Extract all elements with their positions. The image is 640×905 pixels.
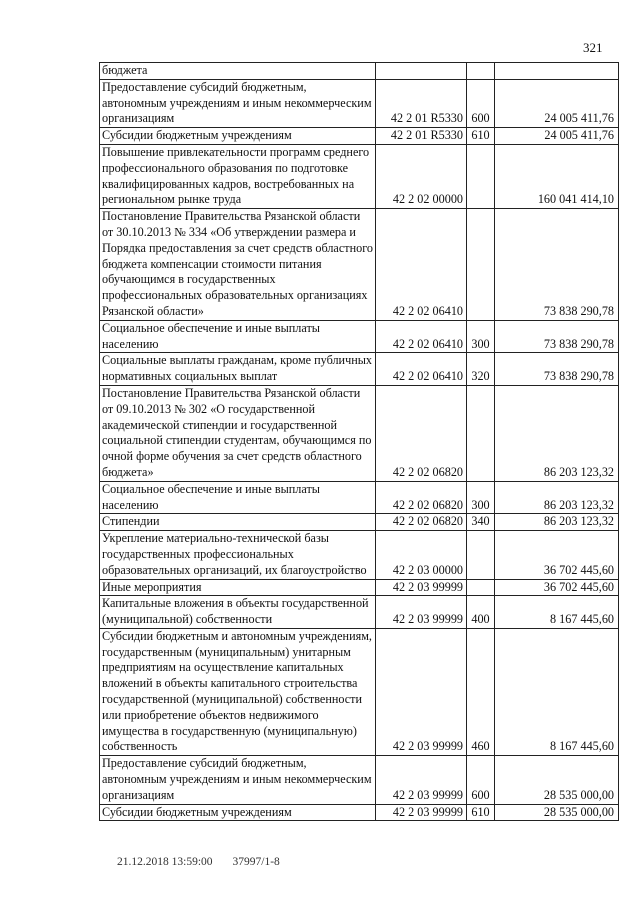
row-name: Субсидии бюджетным учреждениям	[100, 128, 376, 145]
footer-doc-id: 37997/1-8	[232, 856, 280, 868]
row-vr: 340	[467, 514, 495, 531]
row-name: Предоставление субсидий бюджетным, автономным учреждениям и иным некоммерческим организациям	[100, 756, 376, 804]
row-vr	[467, 144, 495, 208]
row-name: Социальное обеспечение и иные выплаты населению	[100, 481, 376, 514]
row-name: Социальные выплаты гражданам, кроме публичных нормативных социальных выплат	[100, 353, 376, 386]
row-vr: 610	[467, 128, 495, 145]
table-row	[100, 353, 619, 386]
row-vr: 400	[467, 596, 495, 629]
page-number: 321	[583, 40, 603, 55]
table-row	[100, 320, 619, 353]
row-name: Субсидии бюджетным и автономным учреждениям, государственным (муниципальным) унитарным предприятиям на осуществление капитальных вложений в объекты капитального строительства государственной (муниципальной) собственности или приобретение объектов недвижимого имущества в государственную (муниципальную) собственность	[100, 628, 376, 755]
row-csr: 42 2 03 99999	[376, 804, 467, 821]
row-amount: 73 838 290,78	[495, 353, 619, 386]
budget-table	[99, 62, 619, 821]
table-row	[100, 79, 619, 127]
row-csr: 42 2 02 06820	[376, 481, 467, 514]
row-amount: 8 167 445,60	[495, 596, 619, 629]
table-row	[100, 144, 619, 208]
row-vr: 610	[467, 804, 495, 821]
row-vr: 600	[467, 79, 495, 127]
row-csr: 42 2 01 R5330	[376, 128, 467, 145]
row-name: бюджета	[100, 63, 376, 80]
row-amount: 28 535 000,00	[495, 756, 619, 804]
table-row	[100, 209, 619, 321]
table-row	[100, 579, 619, 596]
table-row	[100, 128, 619, 145]
row-vr: 300	[467, 481, 495, 514]
row-amount: 160 041 414,10	[495, 144, 619, 208]
row-name: Стипендии	[100, 514, 376, 531]
row-name: Иные мероприятия	[100, 579, 376, 596]
row-name: Повышение привлекательности программ среднего профессионального образования по подготовке квалифицированных кадров, востребованных на региональном рынке труда	[100, 144, 376, 208]
row-csr: 42 2 03 99999	[376, 579, 467, 596]
row-amount: 8 167 445,60	[495, 628, 619, 755]
row-name: Постановление Правительства Рязанской области от 30.10.2013 № 334 «Об утверждении размера и Порядка предоставления за счет средств областного бюджета компенсации стоимости питания обучающимся в государственных профессиональных образовательных организациях Рязанской области»	[100, 209, 376, 321]
row-vr	[467, 579, 495, 596]
row-amount: 73 838 290,78	[495, 320, 619, 353]
row-name: Социальное обеспечение и иные выплаты населению	[100, 320, 376, 353]
row-name: Укрепление материально-технической базы государственных профессиональных образовательных организаций, их благоустройство	[100, 531, 376, 579]
row-name: Капитальные вложения в объекты государственной (муниципальной) собственности	[100, 596, 376, 629]
table-row	[100, 481, 619, 514]
row-vr	[467, 63, 495, 80]
table-row	[100, 385, 619, 481]
row-csr: 42 2 03 99999	[376, 596, 467, 629]
row-vr	[467, 385, 495, 481]
row-csr: 42 2 02 06820	[376, 385, 467, 481]
row-amount: 86 203 123,32	[495, 514, 619, 531]
row-csr: 42 2 03 99999	[376, 756, 467, 804]
footer-timestamp: 21.12.2018 13:59:00	[117, 856, 213, 868]
row-amount	[495, 63, 619, 80]
row-vr: 320	[467, 353, 495, 386]
row-csr: 42 2 02 00000	[376, 144, 467, 208]
row-name: Постановление Правительства Рязанской области от 09.10.2013 № 302 «О государственной академической стипендии и государственной социальной стипендии студентам, обучающимся по очной форме обучения за счет средств областного бюджета»	[100, 385, 376, 481]
row-amount: 73 838 290,78	[495, 209, 619, 321]
table-row	[100, 596, 619, 629]
table-row	[100, 514, 619, 531]
row-csr: 42 2 02 06410	[376, 209, 467, 321]
table-row	[100, 63, 619, 80]
table-row	[100, 756, 619, 804]
row-vr	[467, 209, 495, 321]
table-row	[100, 628, 619, 755]
row-csr: 42 2 03 99999	[376, 628, 467, 755]
row-csr: 42 2 02 06410	[376, 353, 467, 386]
row-csr	[376, 63, 467, 80]
row-amount: 86 203 123,32	[495, 385, 619, 481]
row-amount: 86 203 123,32	[495, 481, 619, 514]
row-csr: 42 2 03 00000	[376, 531, 467, 579]
footer	[117, 856, 280, 868]
row-vr: 300	[467, 320, 495, 353]
row-vr: 460	[467, 628, 495, 755]
row-amount: 24 005 411,76	[495, 128, 619, 145]
row-csr: 42 2 01 R5330	[376, 79, 467, 127]
row-vr: 600	[467, 756, 495, 804]
table-row	[100, 531, 619, 579]
row-amount: 36 702 445,60	[495, 579, 619, 596]
row-name: Предоставление субсидий бюджетным, автономным учреждениям и иным некоммерческим организациям	[100, 79, 376, 127]
row-vr	[467, 531, 495, 579]
row-name: Субсидии бюджетным учреждениям	[100, 804, 376, 821]
row-amount: 24 005 411,76	[495, 79, 619, 127]
row-amount: 36 702 445,60	[495, 531, 619, 579]
row-csr: 42 2 02 06410	[376, 320, 467, 353]
table-row	[100, 804, 619, 821]
row-amount: 28 535 000,00	[495, 804, 619, 821]
row-csr: 42 2 02 06820	[376, 514, 467, 531]
